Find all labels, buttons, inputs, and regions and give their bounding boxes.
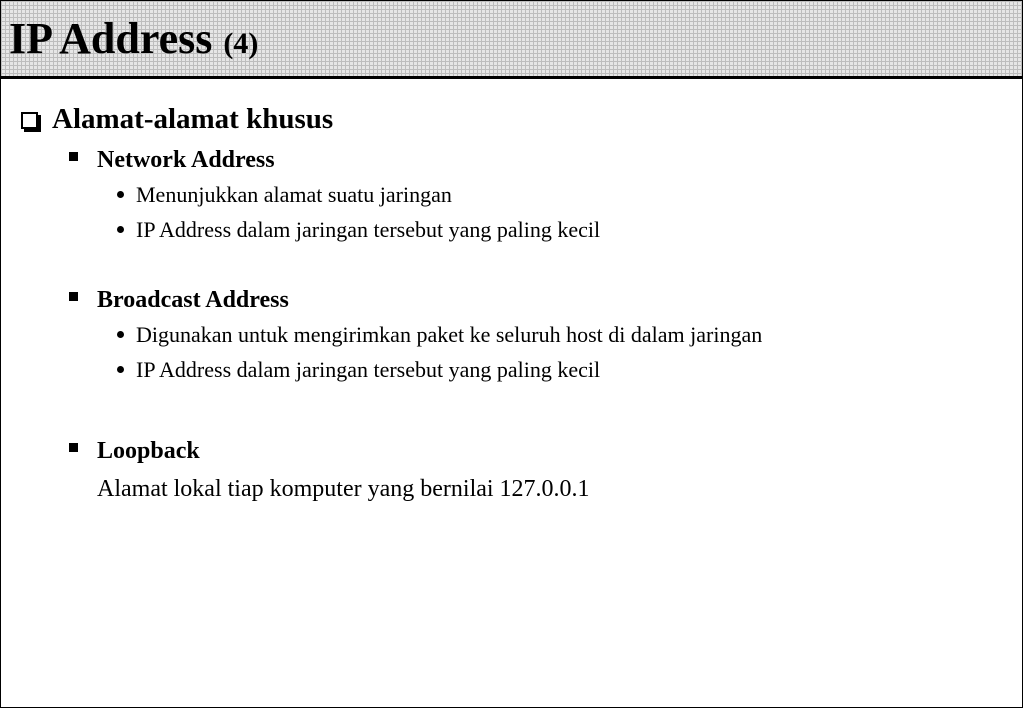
- list-item-network-address: [69, 145, 275, 175]
- list-item-bullet: [117, 321, 762, 349]
- list-item-bullet: [117, 356, 600, 384]
- filled-square-bullet-icon: [69, 152, 78, 161]
- filled-square-bullet-icon: [69, 292, 78, 301]
- round-bullet-icon: [117, 331, 124, 338]
- list-item-bullet: [117, 181, 452, 209]
- round-bullet-icon: [117, 191, 124, 198]
- item-label: Loopback: [97, 438, 200, 464]
- list-item-broadcast-address: [69, 285, 289, 315]
- bullet-text: Digunakan untuk mengirimkan paket ke seluruh host di dalam jaringan: [136, 322, 763, 347]
- section-heading-text: Alamat-alamat khusus: [52, 103, 334, 135]
- title-main: IP Address: [9, 14, 213, 63]
- bullet-text: IP Address dalam jaringan tersebut yang paling kecil: [136, 217, 601, 242]
- item-label: Network Address: [97, 147, 275, 173]
- list-item-loopback: [69, 436, 200, 466]
- bullet-text: Menunjukkan alamat suatu jaringan: [136, 182, 452, 207]
- round-bullet-icon: [117, 366, 124, 373]
- bullet-text: IP Address dalam jaringan tersebut yang paling kecil: [136, 357, 601, 382]
- round-bullet-icon: [117, 226, 124, 233]
- slide-title: [9, 13, 258, 70]
- list-item-bullet: [117, 216, 600, 244]
- item-label: Broadcast Address: [97, 287, 289, 313]
- filled-square-bullet-icon: [69, 443, 78, 452]
- section-heading: [21, 101, 333, 137]
- title-bar: [1, 1, 1022, 79]
- loopback-description: Alamat lokal tiap komputer yang bernilai 127.0.0.1: [97, 476, 590, 502]
- title-number: (4): [223, 27, 259, 60]
- checkbox-square-icon: [21, 112, 38, 129]
